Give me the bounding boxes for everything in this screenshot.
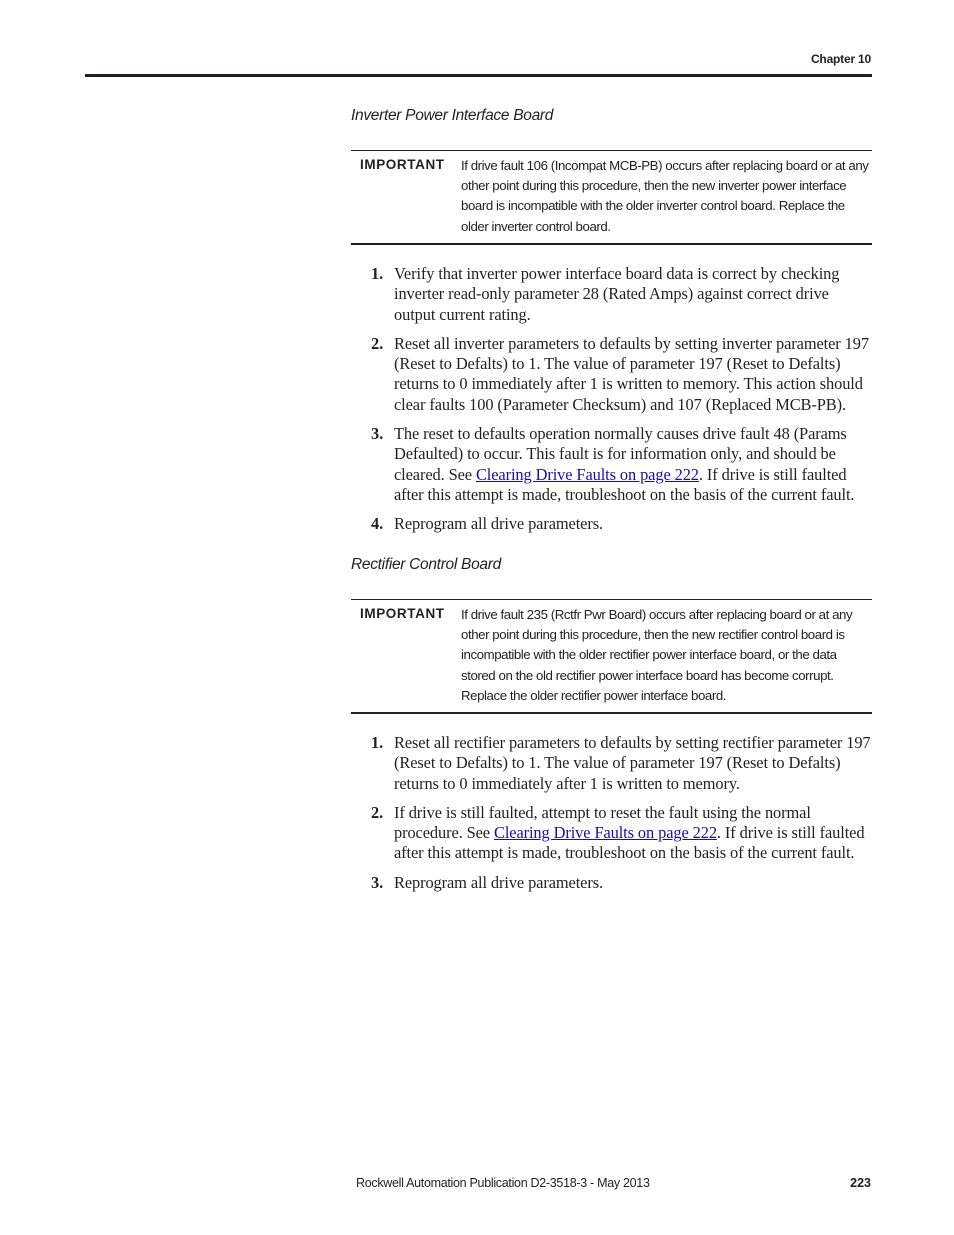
step-number: 4. (371, 514, 384, 534)
important-box-rectifier (351, 599, 872, 714)
step-text-before: The reset to defaults operation normally causes drive fault 48 (Params Defaulted) to occur. This fault is for information only, and should be cleared. See (394, 424, 847, 484)
important-label: IMPORTANT (360, 606, 445, 621)
step-number: 2. (371, 333, 384, 353)
step-number: 1. (371, 264, 384, 283)
header-rule (85, 74, 872, 77)
list-item (351, 873, 872, 893)
step-number: 3. (371, 872, 384, 892)
step-text-after: . If drive is still faulted after this attempt is made, troubleshoot on the basis of the current fault. (394, 823, 865, 863)
step-text-after: . If drive is still faulted after this attempt is made, troubleshoot on the basis of the current fault. (394, 464, 855, 504)
list-item (351, 514, 872, 534)
steps-list-inverter (351, 264, 872, 544)
step-number: 3. (371, 424, 384, 444)
section-title-rectifier: Rectifier Control Board (351, 556, 501, 573)
step-text-before: If drive is still faulted, attempt to reset the fault using the normal procedure. See (394, 802, 811, 843)
step-text: Verify that inverter power interface board data is correct by checking inverter read-only parameter 28 (Rated Amps) against correct drive output current rating. (394, 264, 840, 324)
publication-footer: Rockwell Automation Publication D2-3518-3 - May 2013 (356, 1176, 650, 1190)
clearing-drive-faults-link[interactable]: Clearing Drive Faults on page 222 (475, 464, 699, 484)
list-item (351, 733, 872, 794)
section-title-inverter: Inverter Power Interface Board (351, 107, 554, 124)
page-number: 223 (850, 1176, 871, 1190)
important-text: If drive fault 106 (Incompat MCB-PB) occurs after replacing board or at any other point during this procedure, then the new inverter power interface board is incompatible with the older inverter control board. Replace the older inverter control board. (461, 158, 869, 234)
step-text: Reset all inverter parameters to defaults by setting inverter parameter 197 (Reset to Defalts) to 1. The value of parameter 197 (Reset to Defalts) returns to 0 immediately after 1 is written to memory. This action should clear faults 100 (Parameter Checksum) and 107 (Replaced MCB-PB). (394, 333, 869, 414)
list-item (351, 264, 872, 325)
list-item (351, 803, 872, 864)
list-item (351, 334, 872, 415)
step-text: Reprogram all drive parameters. (394, 872, 603, 892)
step-text: Reprogram all drive parameters. (394, 514, 603, 534)
important-label: IMPORTANT (360, 157, 445, 172)
chapter-label: Chapter 10 (810, 52, 871, 66)
important-text: If drive fault 235 (Rctfr Pwr Board) occurs after replacing board or at any other point during this procedure, then the new rectifier control board is incompatible with the older rectifier power interface board, or the data stored on the old rectifier power interface board has become corrupt. Replace the older rectifier power interface board. (461, 607, 853, 703)
clearing-drive-faults-link[interactable]: Clearing Drive Faults on page 222 (493, 823, 717, 843)
step-number: 1. (371, 733, 384, 752)
steps-list-rectifier (351, 733, 872, 902)
list-item (351, 424, 872, 505)
step-text: Reset all rectifier parameters to defaults by setting rectifier parameter 197 (Reset to Defalts) to 1. The value of parameter 197 (Reset to Defalts) returns to 0 immediately after 1 is written to memory. (394, 733, 871, 793)
step-number: 2. (371, 802, 384, 822)
important-box-inverter (351, 150, 872, 245)
